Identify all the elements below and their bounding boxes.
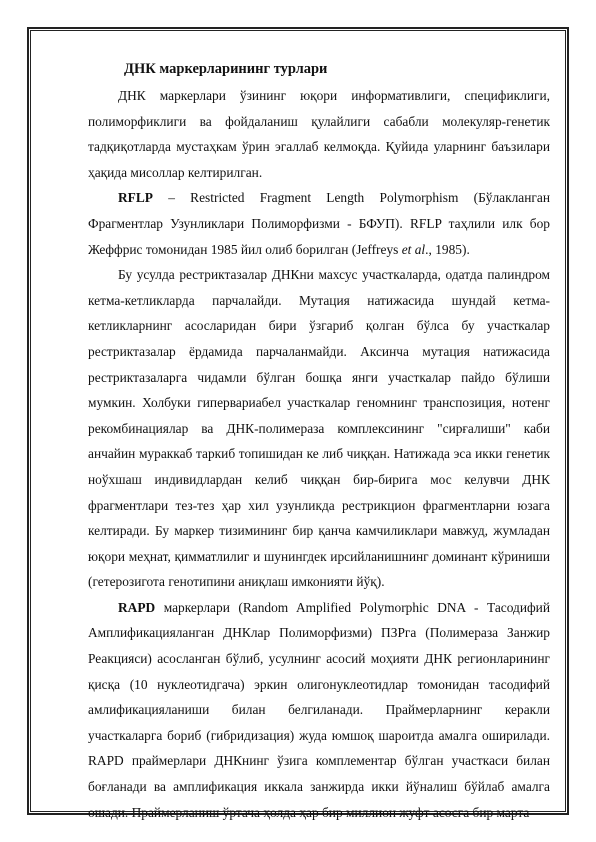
paragraph-rflp bbox=[88, 185, 550, 262]
citation-etal: et al bbox=[401, 241, 426, 257]
rapd-text: маркерлари (Random Amplified Polymorphic DNA - Тасодифий Амплификацияланган ДНКлар Полиморфизми) ПЗРга (Полимераза Занжир Реакцияси) асосланган бўлиб, усулнинг асосий моҳияти ДНК регионларининг қисқа (10 нуклеотидгача) эркин олигонуклеотидлар томонидан тасодифий амлификацияланиши билан белгиланади. Праймерларнинг керакли участкаларга бориб (гибридизация) жуда юмшоқ шароитда амалга оширилади. RAPD праймерлари ДНКнинг ўзига комплементар бўлган участкаси билан боғланади ва амплификация иккала занжирда икки йўналиш бўйлаб амалга ошади. Праймерланиш ўртача ҳолда ҳар бир миллион жуфт асосга бир марта bbox=[88, 599, 550, 820]
rflp-text-b: ., 1985). bbox=[425, 241, 470, 257]
section-title: ДНК маркерларининг турлари bbox=[124, 61, 328, 77]
term-rapd: RAPD bbox=[118, 599, 156, 615]
paragraph-rflp-method: Бу усулда рестриктазалар ДНКни махсус участкаларда, одатда палиндром кетма-кетликларда парчалайди. Мутация натижасида шундай кетма-кетликларнинг асосларидан бири ўзгариб қолган бўлса бу участкалар рестриктазалар ёрдамида парчаланмайди. Аксинча мутация натижасида рестриктазаларга чидамли бўлган бошқа янги участкалар пайдо бўлиши мумкин. Холбуки гипервариабел участкалар геномнинг транспозиция, нотенг рекомбинациялар ва ДНК-полимераза комплексининг "сирғалиши" каби анчайин мураккаб таркиб топишидан ке либ чиққан. Натижада эса икки генетик ноўхшаш индивидлардан келиб чиққан бир-бирига мос келувчи ДНК фрагментлари тез-тез ҳар хил узунликда рестрикцион фрагментларни юзага келтиради. Бу маркер тизимининг бир қанча камчиликлари мавжуд, жумладан юқори меҳнат, қимматлилиг и шунингдек ирсийланишнинг доминант кўриниши (гетерозигота генотипини аниқлаш имконияти йўқ). bbox=[88, 267, 550, 590]
term-rflp: RFLP bbox=[118, 190, 153, 206]
paragraph-rapd bbox=[88, 595, 550, 825]
paragraph-intro: ДНК маркерлари ўзининг юқори информативлиги, спецификлиги, полиморфиклиги ва фойдаланиш қулайлиги сабабли молекуляр-генетик тадқиқотларда мустаҳкам ўрин эгаллаб келмоқда. Қуйида уларнинг баъзилари ҳақида мисоллар келтирилган. bbox=[88, 88, 550, 180]
rflp-text-a: – Restricted Fragment Length Polymorphism (Бўлакланган Фрагментлар Узунликлари Полиморфизми - БФУП). RFLP таҳлили илк бор Жеффрис томонидан 1985 йил олиб борилган (Jeffreys bbox=[88, 190, 550, 257]
document-body bbox=[88, 57, 550, 825]
